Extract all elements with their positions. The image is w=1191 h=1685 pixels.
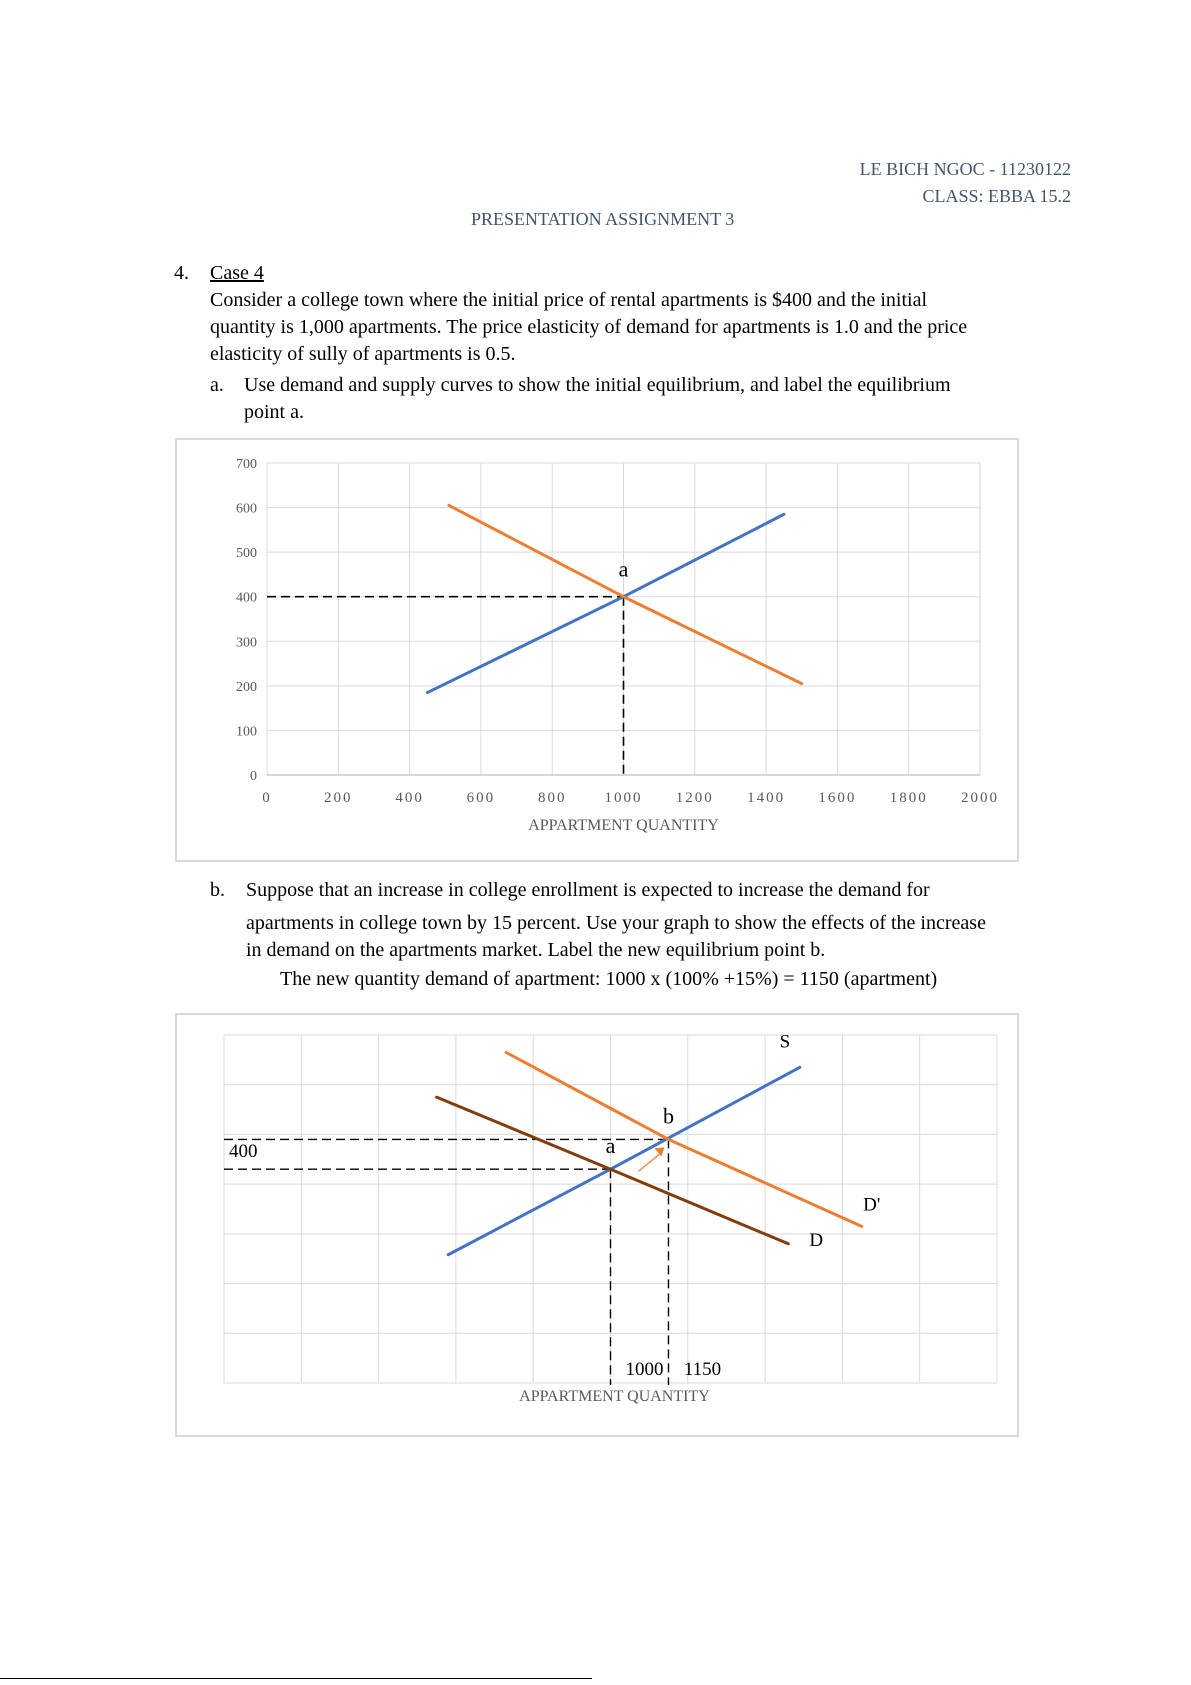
label-D-prime: D' — [863, 1194, 881, 1216]
part-a-marker: a. — [210, 374, 224, 396]
author-line: LE BICH NGOC - 11230122 — [859, 159, 1071, 179]
paragraph-line: elasticity of sully of apartments is 0.5. — [210, 343, 516, 365]
point-label-b: b — [662, 1103, 674, 1129]
point-label-a: a — [605, 1133, 616, 1159]
x-tick-label: 400 — [395, 790, 424, 806]
y-tick-label: 0 — [250, 769, 257, 784]
case-title: Case 4 — [210, 262, 264, 284]
label-D: D — [809, 1229, 824, 1251]
question-number: 4. — [174, 262, 189, 284]
part-b-line: apartments in college town by 15 percent. Use your graph to show the effects of the increase — [246, 912, 986, 934]
chart2-svg — [177, 1015, 1017, 1435]
equilibrium-label-a: a — [618, 556, 629, 582]
x-tick-label: 800 — [537, 790, 567, 806]
paragraph-line: Consider a college town where the initial price of rental apartments is $400 and the initial — [210, 289, 928, 311]
chart-initial-equilibrium — [175, 438, 1019, 862]
part-b-line: Suppose that an increase in college enrollment is expected to increase the demand for — [246, 879, 930, 901]
calculation-line: The new quantity demand of apartment: 1000 x (100% +15%) = 1150 (apartment) — [280, 968, 938, 990]
shift-arrow-head — [654, 1147, 664, 1156]
y-tick-label: 400 — [236, 590, 257, 606]
x-tick-label-1000: 1000 — [625, 1359, 664, 1380]
part-b-text — [246, 877, 1146, 964]
paragraph-line: quantity is 1,000 apartments. The price elasticity of demand for apartments is 1.0 and the price — [210, 316, 968, 338]
x-tick-label: 1000 — [604, 790, 643, 806]
part-a-text — [244, 372, 1094, 426]
question-paragraph — [210, 287, 1090, 368]
y-tick-label: 100 — [236, 724, 257, 740]
x-tick-label: 600 — [466, 790, 496, 806]
x-axis-label: APPARTMENT QUANTITY — [528, 817, 719, 834]
y-tick-label: 200 — [236, 679, 257, 695]
x-tick-label: 1200 — [675, 790, 714, 806]
chart1-svg — [177, 440, 1017, 860]
x-tick-label: 2000 — [961, 790, 999, 806]
x-tick-label: 0 — [262, 790, 272, 806]
x-tick-label: 200 — [324, 790, 353, 806]
x-tick-label: 1400 — [747, 790, 786, 806]
part-a-line: point a. — [244, 401, 304, 423]
footer-rule — [0, 1678, 592, 1679]
x-tick-label: 1800 — [889, 790, 928, 806]
label-S: S — [779, 1031, 791, 1053]
part-b-line: in demand on the apartments market. Label the new equilibrium point b. — [246, 939, 826, 961]
class-line: CLASS: EBBA 15.2 — [922, 186, 1071, 206]
page-title: PRESENTATION ASSIGNMENT 3 — [471, 209, 735, 229]
y-tick-label: 500 — [236, 546, 257, 562]
y-tick-label-400: 400 — [229, 1141, 258, 1163]
y-tick-label: 600 — [236, 501, 257, 517]
part-a-line: Use demand and supply curves to show the initial equilibrium, and label the equilibrium — [244, 374, 951, 396]
x-tick-label-1150: 1150 — [683, 1359, 722, 1380]
y-tick-label: 700 — [236, 457, 257, 472]
x-axis-label: APPARTMENT QUANTITY — [519, 1388, 710, 1405]
shift-arrow-shaft — [639, 1153, 661, 1171]
chart-demand-increase — [175, 1013, 1019, 1437]
part-b-marker: b. — [210, 879, 225, 901]
x-tick-label: 1600 — [818, 790, 857, 806]
y-tick-label: 300 — [236, 635, 257, 651]
